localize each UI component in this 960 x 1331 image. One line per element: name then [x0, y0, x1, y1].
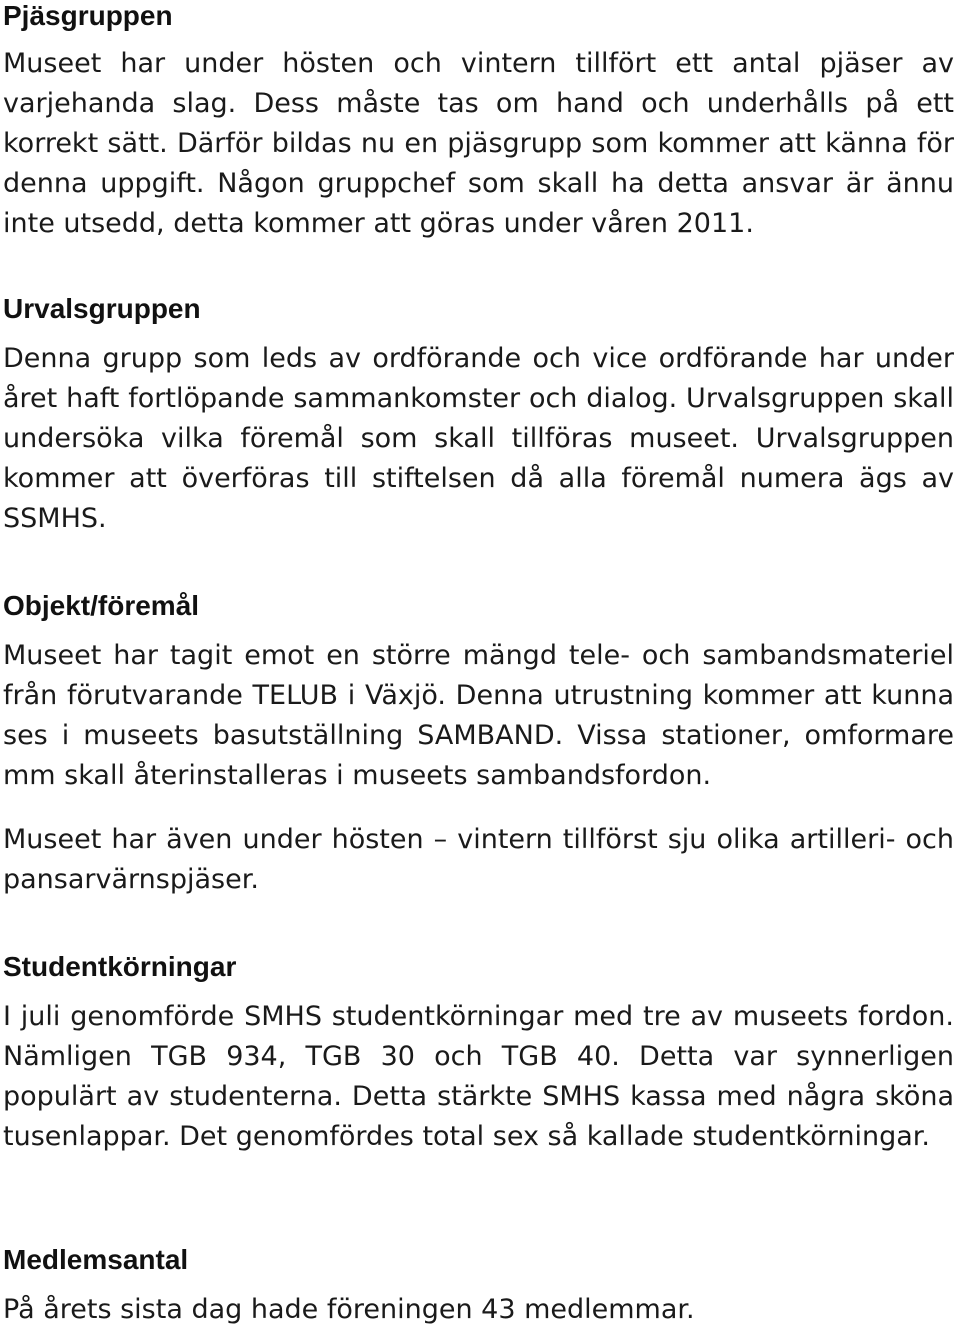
section-medlemsantal [3, 1244, 954, 1330]
section-paragraph: Museet har även under hösten – vintern tillförst sju olika artilleri- och pansarvärnspjäser. [3, 824, 954, 895]
section-paragraph: På årets sista dag hade föreningen 43 medlemmar. [3, 1294, 695, 1325]
section-paragraph: Museet har under hösten och vintern tillfört ett antal pjäser av varjehanda slag. Dess måste tas om hand och underhålls på ett korrekt sätt. Därför bildas nu en pjäsgrupp som kommer att känna för denna uppgift. Någon gruppchef som skall ha detta ansvar är ännu inte utsedd, detta kommer att göras under våren 2011. [3, 48, 954, 239]
section-heading: Studentkörningar [3, 951, 237, 982]
section-pjasgruppen [3, 0, 954, 244]
section-paragraph: Denna grupp som leds av ordförande och vice ordförande har under året haft fortlöpande sammankomster och dialog. Urvalsgruppen skall undersöka vilka föremål som skall tillföras museet. Urvalsgruppen kommer att överföras till stiftelsen då alla föremål numera ägs av SSMHS. [3, 343, 954, 534]
section-heading: Urvalsgruppen [3, 293, 201, 324]
section-heading: Medlemsantal [3, 1244, 189, 1275]
section-paragraph: I juli genomförde SMHS studentkörningar med tre av museets fordon. Nämligen TGB 934, TGB 30 och TGB 40. Detta var synnerligen populärt av studenterna. Detta stärkte SMHS kassa med några sköna tusenlappar. Det genomfördes total sex så kallade studentkörningar. [3, 1001, 954, 1152]
section-heading: Objekt/föremål [3, 590, 200, 621]
section-paragraph: Museet har tagit emot en större mängd tele- och sambandsmateriel från förutvarande TELUB i Växjö. Denna utrustning kommer att kunna ses i museets basutställning SAMBAND. Vissa stationer, omformare mm skall återinstalleras i museets sambandsfordon. [3, 640, 954, 791]
section-objekt-foremal [3, 590, 954, 900]
section-studentkorningar [3, 951, 954, 1157]
section-urvalsgruppen [3, 293, 954, 539]
section-heading: Pjäsgruppen [3, 0, 173, 31]
